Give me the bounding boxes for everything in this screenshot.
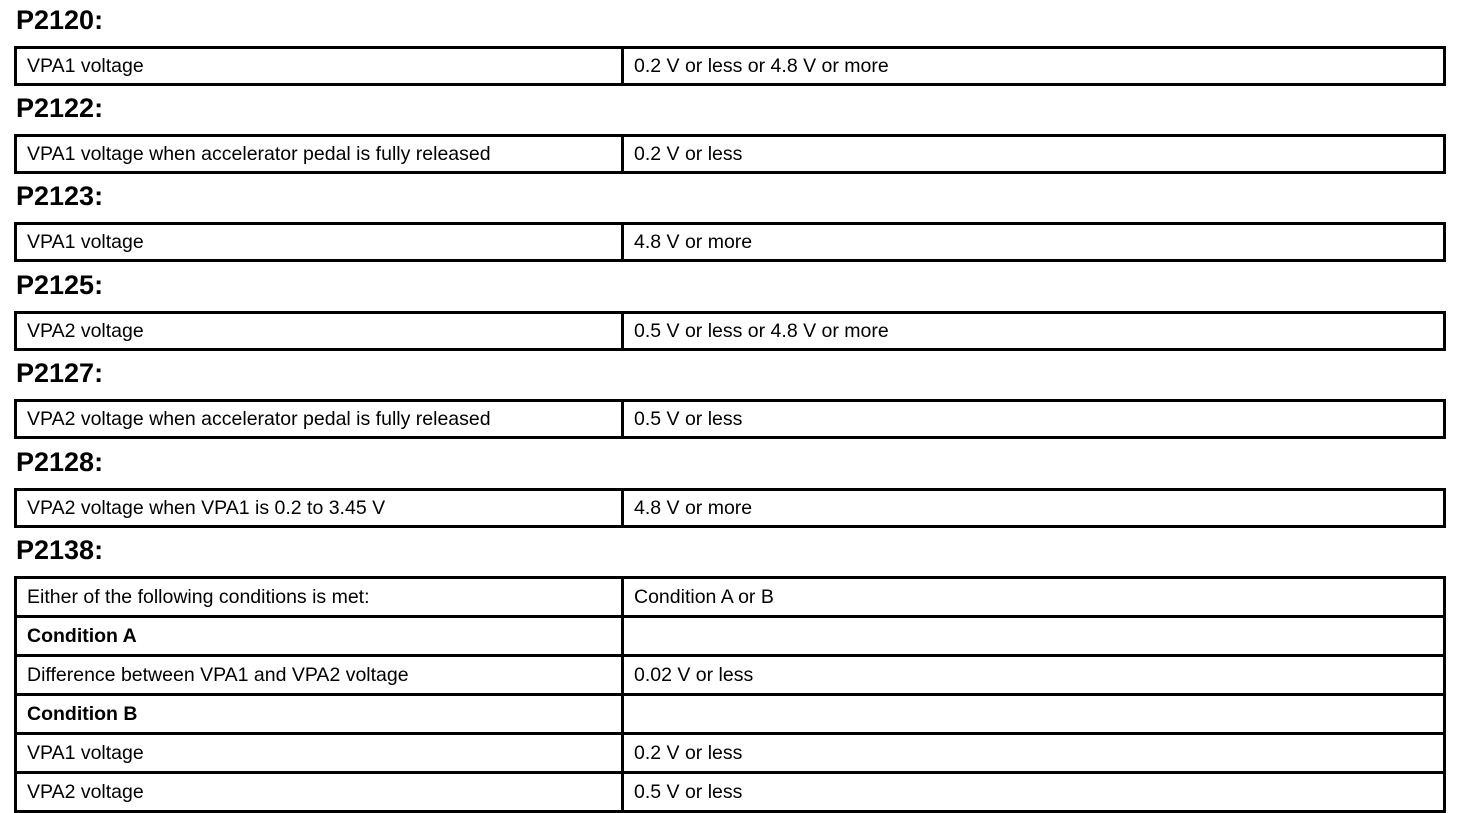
condition-cell: Either of the following conditions is met: bbox=[16, 578, 623, 617]
condition-cell: VPA1 voltage when accelerator pedal is fully released bbox=[16, 136, 623, 173]
condition-cell: VPA1 voltage bbox=[16, 48, 623, 85]
condition-cell: VPA2 voltage when VPA1 is 0.2 to 3.45 V bbox=[16, 490, 623, 527]
value-cell: 0.2 V or less bbox=[623, 136, 1445, 173]
detection-table bbox=[14, 399, 1446, 439]
value-cell bbox=[623, 695, 1445, 734]
dtc-code-title: P2127: bbox=[16, 358, 104, 388]
condition-cell: Difference between VPA1 and VPA2 voltage bbox=[16, 656, 623, 695]
dtc-code-title: P2122: bbox=[16, 93, 104, 123]
detection-table bbox=[14, 488, 1446, 528]
value-cell: 4.8 V or more bbox=[623, 490, 1445, 527]
table-row bbox=[16, 224, 1445, 261]
table-row bbox=[16, 734, 1445, 773]
table-row bbox=[16, 578, 1445, 617]
value-cell: Condition A or B bbox=[623, 578, 1445, 617]
detection-table bbox=[14, 222, 1446, 262]
value-cell: 0.5 V or less bbox=[623, 773, 1445, 812]
table-row bbox=[16, 490, 1445, 527]
value-cell bbox=[623, 617, 1445, 656]
condition-cell: VPA2 voltage when accelerator pedal is fully released bbox=[16, 401, 623, 438]
condition-cell: VPA1 voltage bbox=[16, 734, 623, 773]
condition-cell: VPA1 voltage bbox=[16, 224, 623, 261]
condition-heading-cell: Condition B bbox=[16, 695, 623, 734]
detection-table bbox=[14, 134, 1446, 174]
dtc-code-title: P2125: bbox=[16, 270, 104, 300]
dtc-code-title: P2120: bbox=[16, 5, 104, 35]
table-row bbox=[16, 617, 1445, 656]
detection-table bbox=[14, 576, 1446, 813]
table-row bbox=[16, 656, 1445, 695]
table-row bbox=[16, 48, 1445, 85]
table-row bbox=[16, 313, 1445, 350]
value-cell: 0.5 V or less bbox=[623, 401, 1445, 438]
value-cell: 4.8 V or more bbox=[623, 224, 1445, 261]
condition-cell: VPA2 voltage bbox=[16, 773, 623, 812]
value-cell: 0.02 V or less bbox=[623, 656, 1445, 695]
condition-heading-cell: Condition A bbox=[16, 617, 623, 656]
dtc-code-title: P2128: bbox=[16, 447, 104, 477]
table-row bbox=[16, 695, 1445, 734]
condition-cell: VPA2 voltage bbox=[16, 313, 623, 350]
value-cell: 0.2 V or less or 4.8 V or more bbox=[623, 48, 1445, 85]
table-row bbox=[16, 401, 1445, 438]
detection-table bbox=[14, 46, 1446, 86]
dtc-code-title: P2123: bbox=[16, 181, 104, 211]
value-cell: 0.5 V or less or 4.8 V or more bbox=[623, 313, 1445, 350]
dtc-code-title: P2138: bbox=[16, 535, 104, 565]
value-cell: 0.2 V or less bbox=[623, 734, 1445, 773]
table-row bbox=[16, 773, 1445, 812]
table-row bbox=[16, 136, 1445, 173]
detection-table bbox=[14, 311, 1446, 351]
